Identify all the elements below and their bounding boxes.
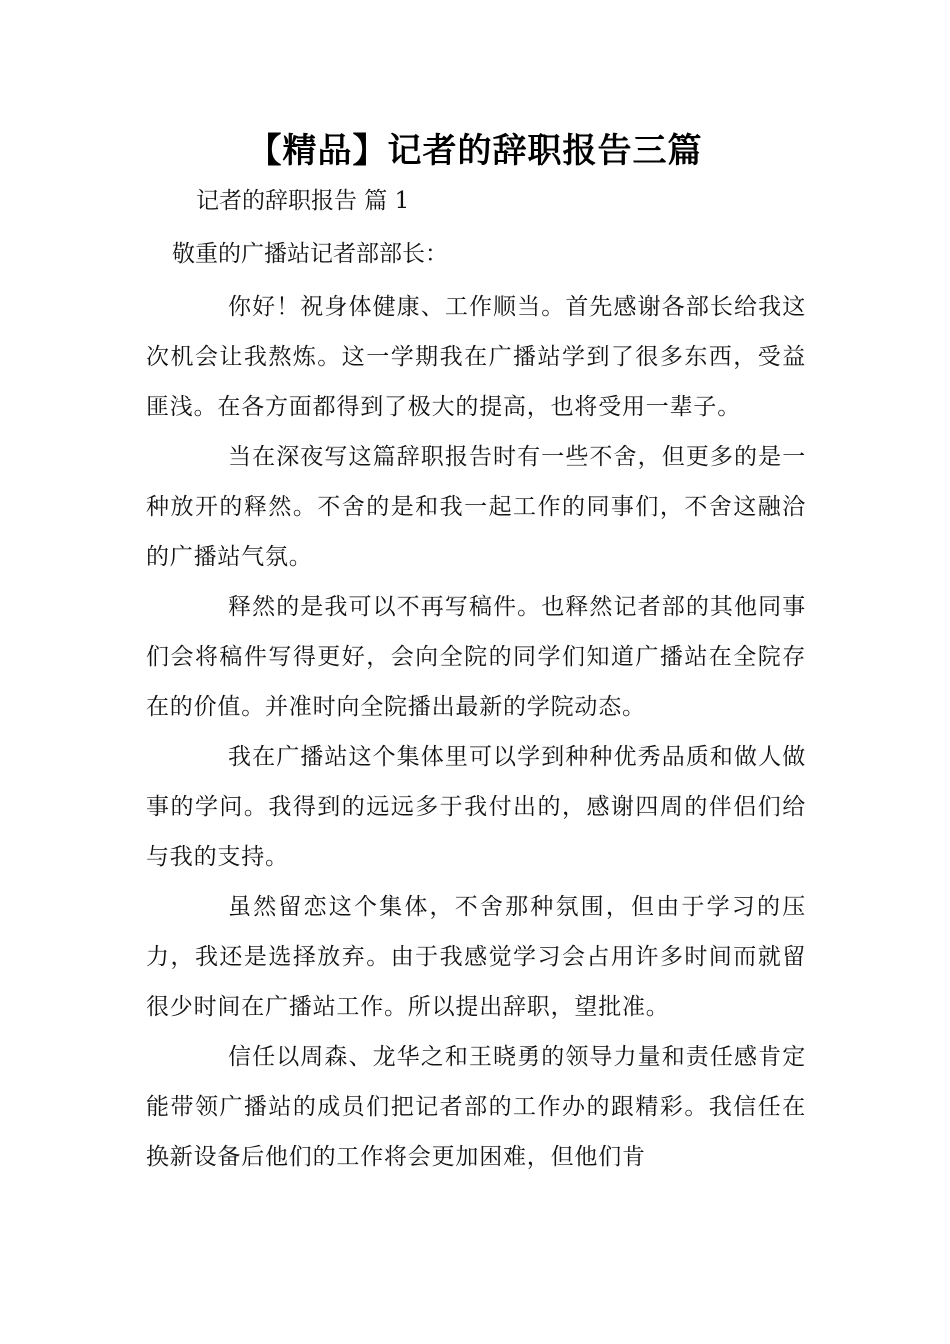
- paragraph-learning: 我在广播站这个集体里可以学到种种优秀品质和做人做事的学问。我得到的远远多于我付出的，感谢四周的伴侣们给与我的支持。: [146, 744, 806, 870]
- paragraph-relief: 释然的是我可以不再写稿件。也释然记者部的其他同事们会将稿件写得更好，会向全院的同学们知道广播站在全院存在的价值。并准时向全院播出最新的学院动态。: [146, 594, 806, 720]
- section-heading: 记者的辞职报告 篇 1: [196, 188, 410, 214]
- paragraph-resignation-reason: 虽然留恋这个集体，不舍那种氛围，但由于学习的压力，我还是选择放弃。由于我感觉学习会占用许多时间而就留很少时间在广播站工作。所以提出辞职，望批准。: [146, 894, 806, 1020]
- salutation: 敬重的广播站记者部部长：: [172, 241, 448, 267]
- document-title: 【精品】记者的辞职报告三篇: [247, 131, 703, 171]
- paragraph-greeting: 你好！祝身体健康、工作顺当。首先感谢各部长给我这次机会让我熬炼。这一学期我在广播站学到了很多东西，受益匪浅。在各方面都得到了极大的提高，也将受用一辈子。: [146, 294, 806, 420]
- document-body: [146, 282, 806, 1182]
- paragraph-reluctance: 当在深夜写这篇辞职报告时有一些不舍，但更多的是一种放开的释然。不舍的是和我一起工作的同事们，不舍这融洽的广播站气氛。: [146, 444, 806, 570]
- paragraph-confidence: 信任以周森、龙华之和王晓勇的领导力量和责任感肯定能带领广播站的成员们把记者部的工作办的跟精彩。我信任在换新设备后他们的工作将会更加困难，但他们肯: [146, 1044, 806, 1170]
